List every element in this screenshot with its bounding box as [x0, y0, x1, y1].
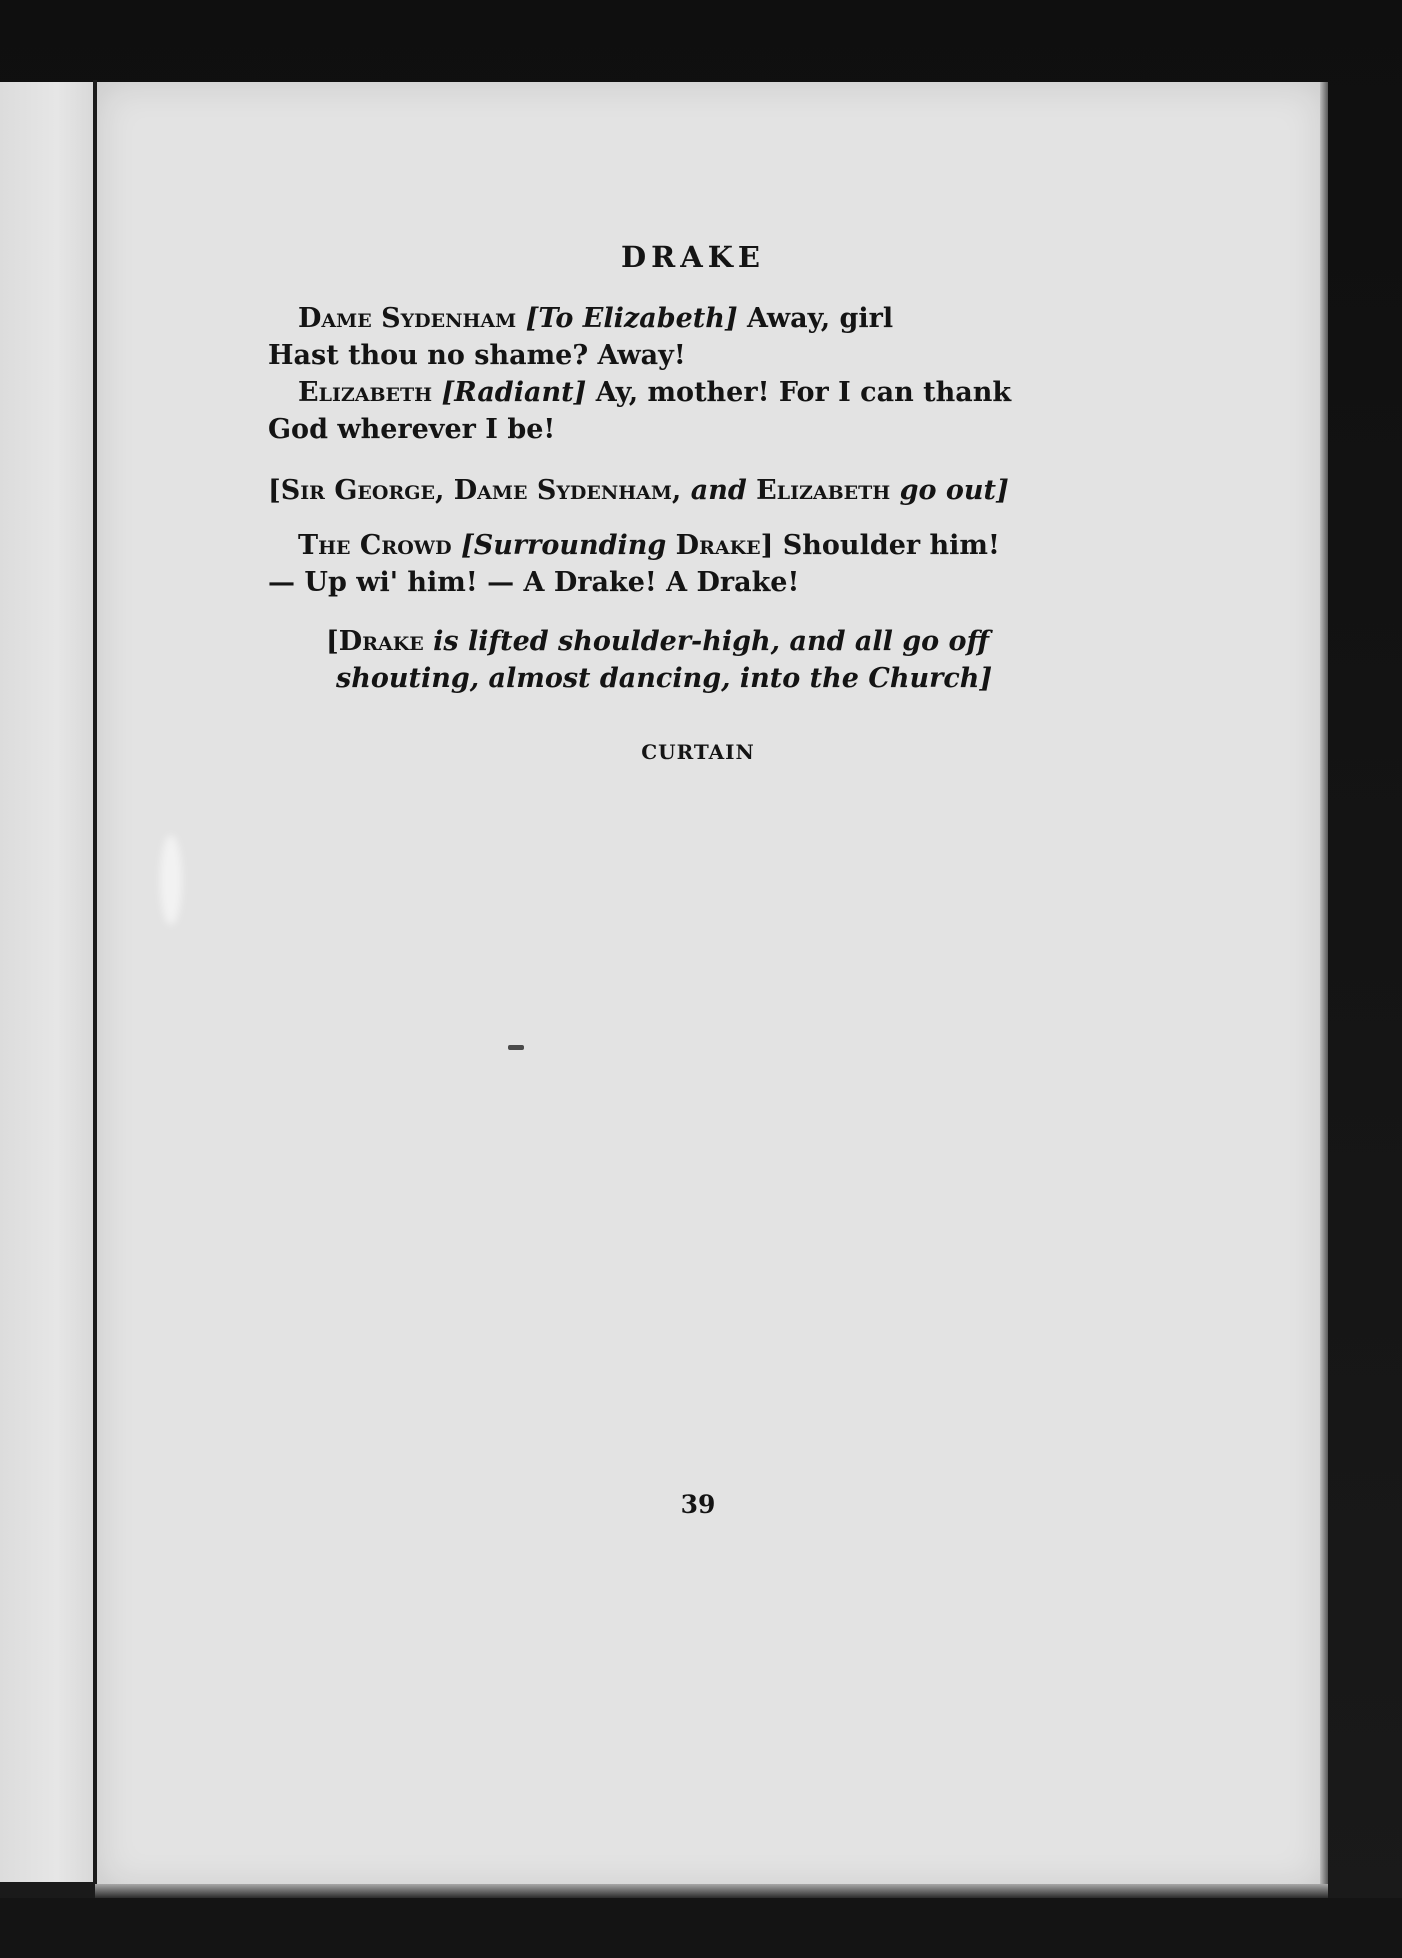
character-name: Drake: [338, 626, 424, 657]
speaker-name: The Crowd: [298, 530, 452, 561]
final-stage-direction: [268, 623, 1028, 697]
stage-direction: [To Elizabeth]: [525, 303, 738, 334]
character-name: Drake: [675, 530, 761, 561]
direction-text: is lifted shoulder-high, and all go off shouting, almost dancing, into the Church]: [336, 626, 993, 694]
speech-line: Shoulder him!: [782, 530, 1000, 561]
speech-elizabeth: [268, 374, 1028, 411]
speech-line: Ay, mother! For I can thank: [595, 377, 1012, 408]
bracket: [: [326, 626, 339, 657]
direction-word: and: [690, 475, 757, 506]
curtain-label: CURTAIN: [641, 740, 755, 764]
direction-text: [Surrounding: [460, 530, 676, 561]
previous-page-edge: [0, 82, 95, 1882]
speech-line: — Up wi' him! — A Drake! A Drake!: [268, 567, 800, 598]
scan-smudge: [160, 835, 182, 925]
bracket: [: [268, 475, 281, 506]
bracket: ]: [760, 530, 774, 561]
speech-continuation: [268, 411, 1028, 448]
speech-line: Hast thou no shame? Away!: [268, 340, 686, 371]
page-bottom-edge: [95, 1884, 1328, 1898]
speaker-name: Elizabeth: [298, 377, 433, 408]
speech-line: God wherever I be!: [268, 414, 556, 445]
page-right-edge: [1320, 82, 1328, 1890]
stage-direction: [461, 530, 773, 561]
character-name: Dame Sydenham,: [453, 475, 691, 506]
speech-line: Away, girl: [747, 303, 894, 334]
speech-continuation: [268, 564, 1028, 601]
speech-continuation: [268, 337, 1028, 374]
running-head: DRAKE: [620, 240, 766, 274]
stage-direction: [Radiant]: [441, 377, 587, 408]
scan-speck: [508, 1045, 524, 1050]
exit-stage-direction: [268, 472, 1028, 509]
scan-bottom-band: [0, 1898, 1402, 1958]
speech-crowd: [268, 527, 1028, 564]
direction-word: go out]: [899, 475, 1009, 506]
character-name: Sir George,: [280, 475, 454, 506]
speech-dame-sydenham: [268, 300, 1028, 337]
page-text: [268, 240, 1028, 1519]
page-number: 39: [680, 1490, 716, 1519]
character-name: Elizabeth: [756, 475, 900, 506]
speaker-name: Dame Sydenham: [298, 303, 517, 334]
